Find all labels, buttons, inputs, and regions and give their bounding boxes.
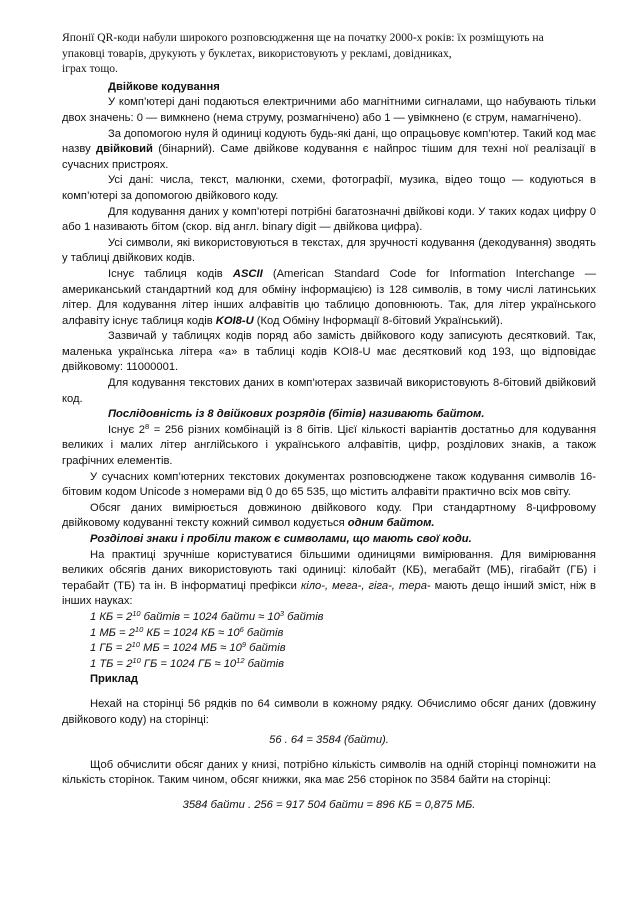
text: Існує таблиця кодів — [108, 267, 233, 280]
paragraph-book-volume: Щоб обчислити обсяг даних у книзі, потрібно кількість символів на одній сторінці помножити на кількість сторінок. Таким чином, обсяг книжки, яка має 256 сторінок по 3584 байти на сторінці: — [62, 758, 596, 787]
text: 1 МБ = 2 — [90, 626, 135, 639]
paragraph-units — [62, 548, 596, 610]
intro-line-3: іграх тощо. — [62, 62, 118, 76]
term-koi8u: KOI8-U — [215, 314, 254, 327]
exponent: 9 — [241, 640, 247, 650]
text: байтів — [246, 642, 286, 655]
exponent: 12 — [236, 655, 245, 665]
term-prefixes: кіло-, мега-, гіга-, тера- — [300, 579, 431, 592]
text: (American Standard Code for Information Interchange — американський стандартний код для обміну інформацією) із 128 символів, в тому числі латинських літер. Для кодування літер інших алфавітів цю таблицю доповнюють. Так, для літер українського алфавіту існує таблиця кодів — [62, 267, 597, 327]
text: мають дещо інший зміст, ніж в інших науках: — [62, 579, 596, 608]
formula-tb — [62, 657, 596, 673]
paragraph-binary-code — [62, 127, 596, 174]
term-binary: двійковий — [96, 143, 153, 156]
exponent: 10 — [132, 608, 141, 618]
text: МБ = 1024 МБ ≈ 10 — [140, 642, 242, 655]
text: = 256 різних комбінацій із 8 бітів. Цієї кількості варіантів достатньо для кодування великих і малих літер англійського і українського алфавітів, цифр, розділових знаків, а також графічних елементів. — [62, 423, 597, 468]
exponent: 8 — [144, 421, 150, 431]
text: байтів — [244, 657, 284, 670]
paragraph-bit: Для кодування даних у комп’ютері потрібні багатозначні двійкові коди. У таких кодах цифру 0 або 1 називають бітом (скор. від англ. binary digit — двійкова цифра). — [62, 205, 596, 234]
paragraph-combinations — [62, 423, 596, 470]
paragraph-decimal-code: Зазвичай у таблицях кодів поряд або замість двійкового коду записують десятковий. Так, маленька українська літера «а» в таблиці кодів KOI8-U має десятковий код 193, що відповідає двійковому: 11000001. — [62, 330, 596, 374]
paragraph-ascii — [62, 267, 596, 329]
formula-mb — [62, 626, 596, 642]
definition-byte: Послідовність із 8 двійкових розрядів (бітів) називають байтом. — [108, 408, 485, 421]
intro-line-1: Японії QR-коди набули широкого розповсюдження ще на початку 2000-х років: їх розміщують на — [62, 31, 544, 44]
text: За допомогою нуля й одиниці кодують будь-які дані, що опрацьовує комп’ютер. Такий код має назву — [62, 127, 596, 156]
text: (бінарний). Саме двійкове кодування є найпрос тішим для техні ної реалізації в сучасних пристроях. — [62, 143, 596, 171]
paragraph-symbol-tables: Усі символи, які використовуються в текстах, для зручності кодування (декодування) зводять у таблиці двійкових кодів. — [62, 236, 596, 265]
text: байтів = 1024 байти ≈ 10 — [140, 610, 280, 623]
text: ГБ = 1024 ГБ ≈ 10 — [140, 657, 237, 670]
calculation-book: 3584 байти . 256 = 917 504 байти = 896 КБ = 0,875 МБ. — [182, 798, 476, 811]
text: 1 ТБ = 2 — [90, 657, 133, 670]
formula-kb — [62, 610, 596, 626]
paragraph-example: Нехай на сторінці 56 рядків по 64 символи в кожному рядку. Обчислимо обсяг даних (довжину двійкового коду) на сторінці: — [62, 697, 596, 726]
text: КБ = 1024 КБ ≈ 10 — [143, 626, 240, 639]
formula-list — [62, 610, 596, 672]
exponent: 10 — [131, 640, 141, 650]
definition-punctuation: Розділові знаки і пробіли також є символами, що мають свої коди. — [90, 533, 472, 545]
text: Обсяг даних вимірюється довжиною двійкового коду. При стандартному 8-цифровому двійковому кодуванні тексту кожний символ кодується — [62, 501, 596, 530]
exponent: 10 — [134, 624, 144, 634]
paragraph-all-data: Усі дані: числа, текст, малюнки, схеми, фотографії, музика, відео тощо — кодуються в комп’ютері за допомогою двійкового коду. — [62, 174, 596, 202]
text: 1 ГБ = 2 — [90, 642, 132, 655]
text: байтів — [243, 626, 284, 639]
text: Існує 2 — [108, 423, 145, 436]
exponent: 10 — [132, 655, 141, 665]
paragraph-signals: У комп’ютері дані подаються електричними або магнітними сигналами, що набувають тільки двох значень: 0 — вимкнено (нема струму, розмагнічено) або 1 — увімкнено (є струм, намагнічено). — [62, 96, 596, 124]
paragraph-unicode: У сучасних комп’ютерних текстових документах розповсюджене також кодування символів 16-бітовим кодом Unicode з номерами від 0 до 65 535, що містить алфавіти практично всіх мов світу. — [62, 470, 596, 499]
example-label: Приклад — [90, 673, 138, 686]
intro-block — [62, 30, 596, 77]
text: (Код Обміну Інформації 8-бітовий Український). — [253, 314, 504, 327]
exponent: 6 — [239, 624, 244, 634]
paragraph-data-volume — [62, 501, 596, 532]
formula-gb — [62, 641, 596, 657]
text: 1 КБ = 2 — [90, 610, 133, 623]
term-ascii: ASCII — [232, 267, 263, 280]
term-one-byte: одним байтом. — [347, 517, 435, 530]
paragraph-8bit: Для кодування текстових даних в комп’ютерах зазвичай використовують 8-бітовий двійковий код. — [62, 377, 596, 405]
intro-line-2: упаковці товарів, друкують у буклетах, використовують у рекламі, довідниках, — [62, 46, 452, 60]
exponent: 3 — [279, 608, 285, 618]
section-heading: Двійкове кодування — [108, 80, 220, 93]
calculation-page: 56 . 64 = 3584 (байти). — [269, 734, 389, 747]
text: байтів — [284, 610, 324, 623]
text: На практиці зручніше користуватися більшими одиницями вимірювання. Для вимірювання великих обсягів даних використовують такі одиниці: кілобайт (КБ), мегабайт (МБ), гігабайт (ГБ) і терабайт (ТБ) та ін. В інформатиці префікси — [62, 548, 596, 592]
